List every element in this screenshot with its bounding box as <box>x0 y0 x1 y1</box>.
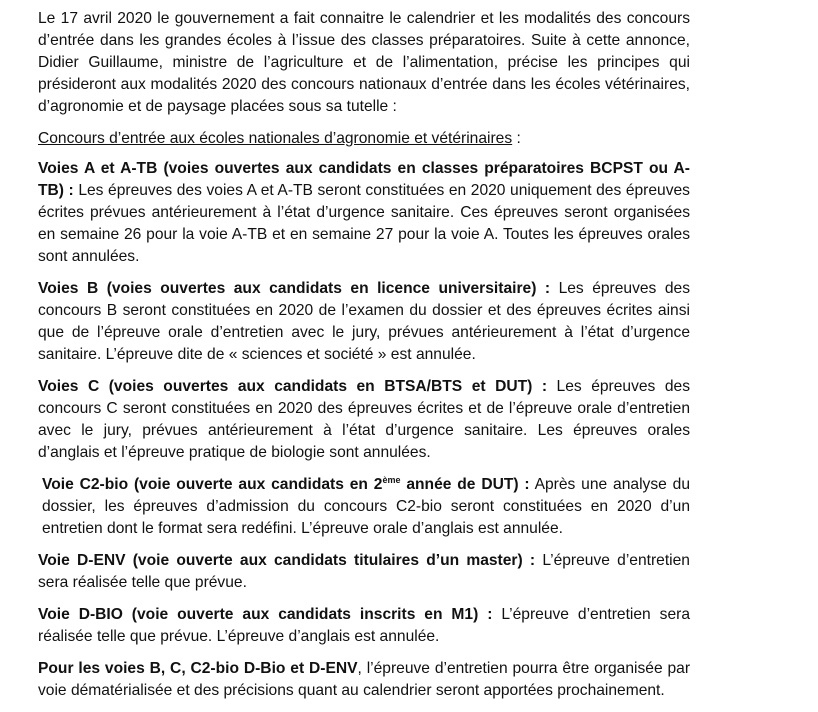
voie-c2-heading-sup: ème <box>382 474 401 485</box>
section-title: Concours d’entrée aux écoles nationales d’agronomie et vétérinaires <box>38 130 513 147</box>
voie-b-text: Les épreuves des concours B seront constituées en 2020 de l’examen du dossier et des épreuves écrites ainsi que de l’épreuve orale d’entretien avec le jury, prévues antérieurement à l’état d’urgence sanitaire. L’épreuve dite de « sciences et société » est annulée. <box>38 280 690 363</box>
voie-b-heading: Voies B (voies ouvertes aux candidats en licence universitaire) : <box>38 280 551 297</box>
voie-c2-paragraph <box>38 474 690 540</box>
voie-b-paragraph <box>38 278 690 366</box>
intro-paragraph: Le 17 avril 2020 le gouvernement a fait connaitre le calendrier et les modalités des concours d’entrée dans les grandes écoles à l’issue des classes préparatoires. Suite à cette annonce, Didier Guillaume, ministre de l’agriculture et de l’alimentation, précise les principes qui présideront aux modalités 2020 des concours nationaux d’entrée dans les écoles vétérinaires, d’agronomie et de paysage placées sous sa tutelle : <box>38 10 690 115</box>
final-paragraph <box>38 658 690 702</box>
voie-a-heading: Voies A et A-TB (voies ouvertes aux candidats en classes préparatoires BCPST ou A-TB) : <box>38 160 690 199</box>
voie-c2-text: Après une analyse du dossier, les épreuves d’admission du concours C2-bio seront constituées en 2020 d’un entretien dont le format sera redéfini. L’épreuve orale d’anglais est annulée. <box>42 476 690 537</box>
voie-c-paragraph <box>38 376 690 464</box>
voie-c-heading: Voies C (voies ouvertes aux candidats en BTSA/BTS et DUT) : <box>38 378 548 395</box>
final-heading: Pour les voies B, C, C2-bio D-Bio et D-ENV <box>38 660 358 677</box>
voie-dbio-paragraph <box>38 604 690 648</box>
voie-c-text: Les épreuves des concours C seront constituées en 2020 des épreuves écrites et de l’épreuve orale d’entretien avec le jury, prévues antérieurement à l’état d’urgence sanitaire. Les épreuves orales d’anglais et l’épreuve pratique de biologie sont annulées. <box>38 378 690 461</box>
voie-dbio-heading: Voie D-BIO (voie ouverte aux candidats inscrits en M1) : <box>38 606 493 623</box>
voie-a-text: Les épreuves des voies A et A-TB seront constituées en 2020 uniquement des épreuves écrites prévues antérieurement à l’état d’urgence sanitaire. Ces épreuves seront organisées en semaine 26 pour la voie A-TB et en semaine 27 pour la voie A. Toutes les épreuves orales sont annulées. <box>38 182 690 265</box>
voie-dbio-text: L’épreuve d’entretien sera réalisée telle que prévue. L’épreuve d’anglais est annulée. <box>38 606 690 645</box>
voie-denv-text: L’épreuve d’entretien sera réalisée telle que prévue. <box>38 552 690 591</box>
final-text: , l’épreuve d’entretien pourra être organisée par voie dématérialisée et des précisions quant au calendrier seront apportées prochainement. <box>38 660 691 699</box>
section-title-line <box>38 128 690 150</box>
document-page <box>38 8 690 712</box>
voie-c2-heading-start: Voie C2-bio (voie ouverte aux candidats en 2 <box>42 476 383 493</box>
voie-c2-heading <box>42 476 530 493</box>
voie-a-paragraph <box>38 158 690 268</box>
voie-denv-paragraph <box>38 550 690 594</box>
voie-denv-heading: Voie D-ENV (voie ouverte aux candidats titulaires d’un master) : <box>38 552 536 569</box>
voie-c2-heading-end: année de DUT) : <box>400 476 530 493</box>
section-title-suffix: : <box>512 130 521 147</box>
